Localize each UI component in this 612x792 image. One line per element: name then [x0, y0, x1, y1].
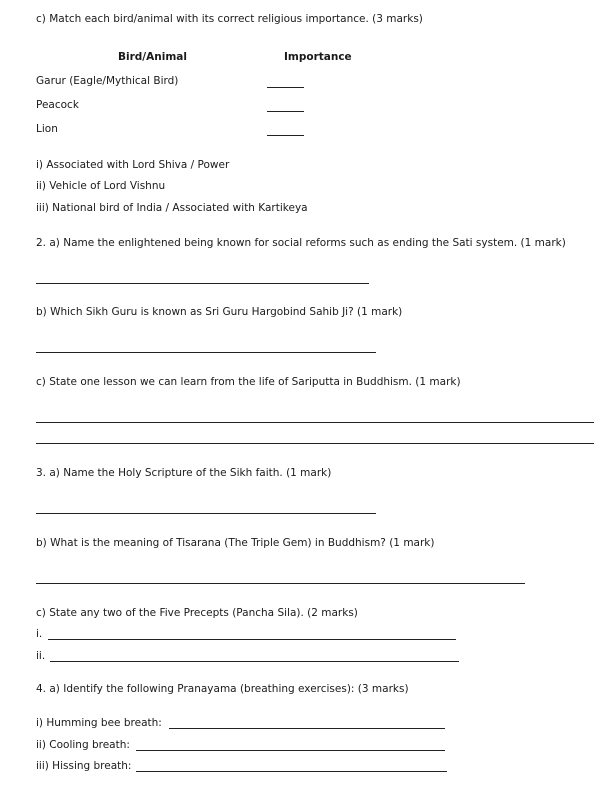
option-3: iii) National bird of India / Associated with Kartikeya: [36, 202, 308, 214]
q3b-answer-line[interactable]: [36, 583, 525, 584]
match-row-1: Garur (Eagle/Mythical Bird): [36, 75, 179, 87]
q1c-prompt: c) Match each bird/animal with its correct religious importance. (3 marks): [36, 13, 423, 25]
match-blank-3[interactable]: [267, 135, 304, 136]
q4-item-1-label: i) Humming bee breath:: [36, 717, 162, 729]
q4-item-2-answer-line[interactable]: [136, 750, 445, 751]
q2c-answer-line-1[interactable]: [36, 422, 594, 423]
q3b-prompt: b) What is the meaning of Tisarana (The Triple Gem) in Buddhism? (1 mark): [36, 537, 435, 549]
q3c-item-1-answer-line[interactable]: [48, 639, 456, 640]
q4-item-1-answer-line[interactable]: [169, 728, 445, 729]
col-header-bird: Bird/Animal: [118, 51, 187, 63]
q3c-item-1-label: i.: [36, 628, 43, 640]
match-blank-1[interactable]: [267, 87, 304, 88]
q2b-prompt: b) Which Sikh Guru is known as Sri Guru Hargobind Sahib Ji? (1 mark): [36, 306, 403, 318]
match-blank-2[interactable]: [267, 111, 304, 112]
q2c-prompt: c) State one lesson we can learn from the life of Sariputta in Buddhism. (1 mark): [36, 376, 461, 388]
q3c-item-2-answer-line[interactable]: [50, 661, 459, 662]
q2a-answer-line[interactable]: [36, 283, 369, 284]
option-2: ii) Vehicle of Lord Vishnu: [36, 180, 166, 192]
col-header-importance: Importance: [284, 51, 352, 63]
q2a-prompt: 2. a) Name the enlightened being known for social reforms such as ending the Sati system. (1 mark): [36, 237, 566, 249]
q4-item-3-answer-line[interactable]: [136, 771, 447, 772]
match-row-3: Lion: [36, 123, 58, 135]
q2b-answer-line[interactable]: [36, 352, 376, 353]
q3c-item-2-label: ii.: [36, 650, 46, 662]
q4-item-2-label: ii) Cooling breath:: [36, 739, 130, 751]
option-1: i) Associated with Lord Shiva / Power: [36, 159, 230, 171]
q3c-prompt: c) State any two of the Five Precepts (Pancha Sila). (2 marks): [36, 607, 358, 619]
match-row-2: Peacock: [36, 99, 79, 111]
q4-item-3-label: iii) Hissing breath:: [36, 760, 132, 772]
q3a-answer-line[interactable]: [36, 513, 376, 514]
q4a-prompt: 4. a) Identify the following Pranayama (breathing exercises): (3 marks): [36, 683, 409, 695]
q3a-prompt: 3. a) Name the Holy Scripture of the Sikh faith. (1 mark): [36, 467, 332, 479]
q2c-answer-line-2[interactable]: [36, 443, 594, 444]
